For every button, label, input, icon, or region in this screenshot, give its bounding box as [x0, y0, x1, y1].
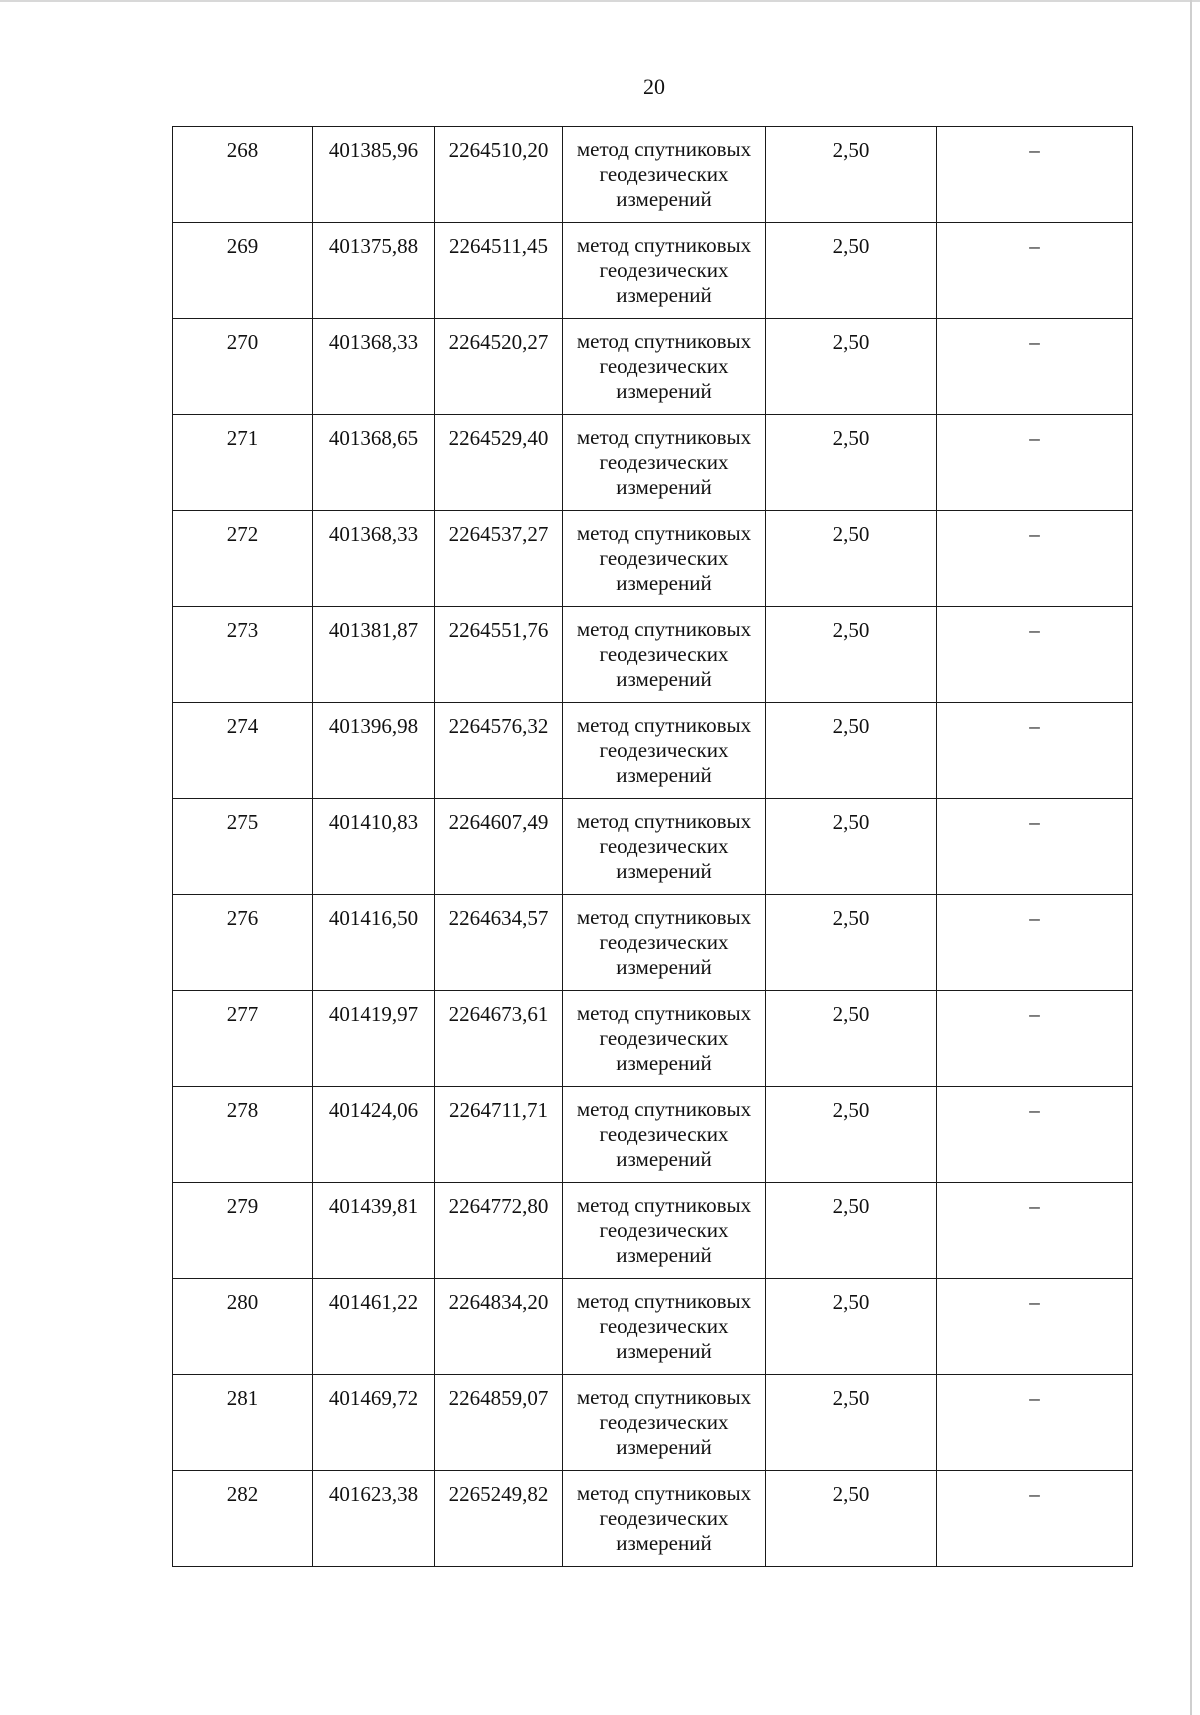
y-coordinate-cell: 2264673,61 [435, 991, 563, 1087]
note-cell: – [937, 415, 1133, 511]
table-row [173, 415, 1133, 511]
point-number-cell: 281 [173, 1375, 313, 1471]
scan-edge-right [1190, 0, 1192, 1715]
method-cell: метод спутниковых геодезических измерений [563, 799, 766, 895]
point-number-cell: 276 [173, 895, 313, 991]
table-row [173, 127, 1133, 223]
x-coordinate-cell: 401381,87 [313, 607, 435, 703]
accuracy-cell: 2,50 [766, 1279, 937, 1375]
note-cell: – [937, 1183, 1133, 1279]
coordinates-table-body [173, 127, 1133, 1567]
note-cell: – [937, 895, 1133, 991]
point-number-cell: 275 [173, 799, 313, 895]
method-cell: метод спутниковых геодезических измерений [563, 319, 766, 415]
method-cell: метод спутниковых геодезических измерений [563, 703, 766, 799]
point-number-cell: 270 [173, 319, 313, 415]
table-row [173, 1375, 1133, 1471]
method-cell: метод спутниковых геодезических измерений [563, 1183, 766, 1279]
accuracy-cell: 2,50 [766, 1087, 937, 1183]
x-coordinate-cell: 401396,98 [313, 703, 435, 799]
method-cell: метод спутниковых геодезических измерений [563, 511, 766, 607]
point-number-cell: 271 [173, 415, 313, 511]
note-cell: – [937, 223, 1133, 319]
x-coordinate-cell: 401375,88 [313, 223, 435, 319]
point-number-cell: 279 [173, 1183, 313, 1279]
method-cell: метод спутниковых геодезических измерений [563, 1279, 766, 1375]
scan-edge-top [0, 0, 1200, 2]
table-row [173, 607, 1133, 703]
table-row [173, 1471, 1133, 1567]
y-coordinate-cell: 2264859,07 [435, 1375, 563, 1471]
table-row [173, 991, 1133, 1087]
x-coordinate-cell: 401385,96 [313, 127, 435, 223]
x-coordinate-cell: 401469,72 [313, 1375, 435, 1471]
y-coordinate-cell: 2264834,20 [435, 1279, 563, 1375]
note-cell: – [937, 799, 1133, 895]
accuracy-cell: 2,50 [766, 127, 937, 223]
note-cell: – [937, 1087, 1133, 1183]
accuracy-cell: 2,50 [766, 1471, 937, 1567]
note-cell: – [937, 1279, 1133, 1375]
method-cell: метод спутниковых геодезических измерений [563, 223, 766, 319]
x-coordinate-cell: 401368,33 [313, 319, 435, 415]
method-cell: метод спутниковых геодезических измерений [563, 415, 766, 511]
y-coordinate-cell: 2264634,57 [435, 895, 563, 991]
accuracy-cell: 2,50 [766, 703, 937, 799]
table-row [173, 1183, 1133, 1279]
x-coordinate-cell: 401439,81 [313, 1183, 435, 1279]
y-coordinate-cell: 2264511,45 [435, 223, 563, 319]
accuracy-cell: 2,50 [766, 511, 937, 607]
y-coordinate-cell: 2264772,80 [435, 1183, 563, 1279]
table-row [173, 319, 1133, 415]
table-row [173, 895, 1133, 991]
x-coordinate-cell: 401424,06 [313, 1087, 435, 1183]
table-row [173, 1279, 1133, 1375]
accuracy-cell: 2,50 [766, 991, 937, 1087]
accuracy-cell: 2,50 [766, 1375, 937, 1471]
x-coordinate-cell: 401419,97 [313, 991, 435, 1087]
note-cell: – [937, 607, 1133, 703]
accuracy-cell: 2,50 [766, 799, 937, 895]
method-cell: метод спутниковых геодезических измерений [563, 127, 766, 223]
accuracy-cell: 2,50 [766, 1183, 937, 1279]
note-cell: – [937, 991, 1133, 1087]
table-row [173, 511, 1133, 607]
page-number: 20 [643, 74, 665, 99]
note-cell: – [937, 1471, 1133, 1567]
point-number-cell: 282 [173, 1471, 313, 1567]
accuracy-cell: 2,50 [766, 223, 937, 319]
point-number-cell: 278 [173, 1087, 313, 1183]
accuracy-cell: 2,50 [766, 607, 937, 703]
accuracy-cell: 2,50 [766, 415, 937, 511]
table-row [173, 703, 1133, 799]
method-cell: метод спутниковых геодезических измерений [563, 895, 766, 991]
method-cell: метод спутниковых геодезических измерений [563, 607, 766, 703]
y-coordinate-cell: 2264607,49 [435, 799, 563, 895]
note-cell: – [937, 319, 1133, 415]
x-coordinate-cell: 401368,33 [313, 511, 435, 607]
point-number-cell: 273 [173, 607, 313, 703]
y-coordinate-cell: 2264510,20 [435, 127, 563, 223]
y-coordinate-cell: 2264711,71 [435, 1087, 563, 1183]
note-cell: – [937, 127, 1133, 223]
method-cell: метод спутниковых геодезических измерений [563, 1375, 766, 1471]
y-coordinate-cell: 2265249,82 [435, 1471, 563, 1567]
coordinates-table [172, 126, 1133, 1567]
y-coordinate-cell: 2264551,76 [435, 607, 563, 703]
accuracy-cell: 2,50 [766, 319, 937, 415]
note-cell: – [937, 703, 1133, 799]
method-cell: метод спутниковых геодезических измерений [563, 1471, 766, 1567]
x-coordinate-cell: 401410,83 [313, 799, 435, 895]
x-coordinate-cell: 401461,22 [313, 1279, 435, 1375]
y-coordinate-cell: 2264529,40 [435, 415, 563, 511]
y-coordinate-cell: 2264576,32 [435, 703, 563, 799]
x-coordinate-cell: 401416,50 [313, 895, 435, 991]
table-row [173, 223, 1133, 319]
point-number-cell: 277 [173, 991, 313, 1087]
table-row [173, 799, 1133, 895]
point-number-cell: 274 [173, 703, 313, 799]
method-cell: метод спутниковых геодезических измерений [563, 991, 766, 1087]
x-coordinate-cell: 401623,38 [313, 1471, 435, 1567]
point-number-cell: 268 [173, 127, 313, 223]
x-coordinate-cell: 401368,65 [313, 415, 435, 511]
note-cell: – [937, 1375, 1133, 1471]
table-row [173, 1087, 1133, 1183]
point-number-cell: 269 [173, 223, 313, 319]
y-coordinate-cell: 2264520,27 [435, 319, 563, 415]
y-coordinate-cell: 2264537,27 [435, 511, 563, 607]
method-cell: метод спутниковых геодезических измерений [563, 1087, 766, 1183]
point-number-cell: 272 [173, 511, 313, 607]
point-number-cell: 280 [173, 1279, 313, 1375]
accuracy-cell: 2,50 [766, 895, 937, 991]
note-cell: – [937, 511, 1133, 607]
